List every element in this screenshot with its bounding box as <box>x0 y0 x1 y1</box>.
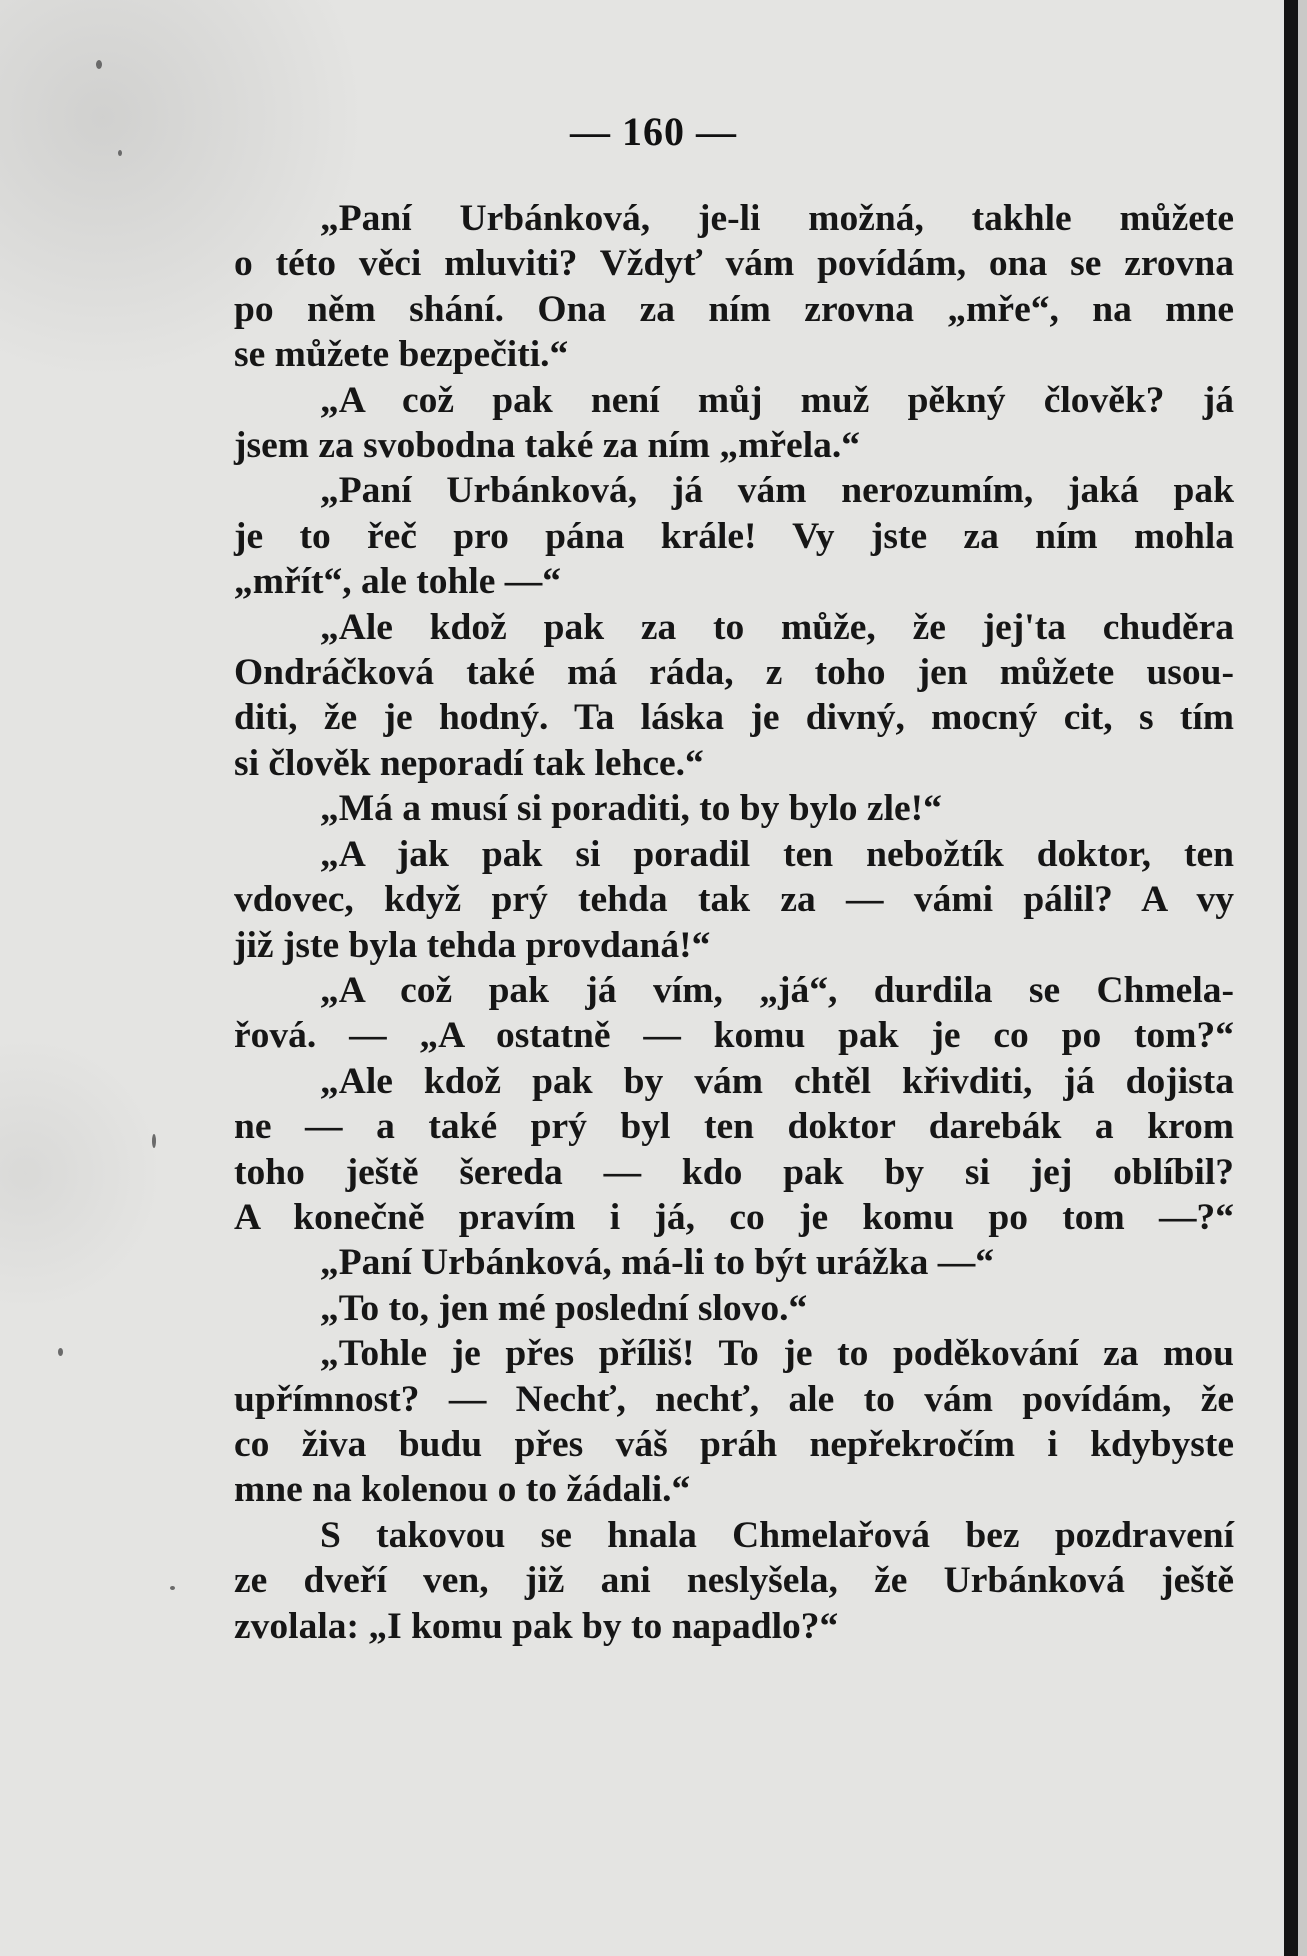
paper-speck <box>152 1134 156 1148</box>
text-line: si člověk neporadí tak lehce.“ <box>234 742 704 784</box>
text-line: „Ale kdož pak za to může, že jej'ta chuděra <box>320 606 1234 648</box>
page-edge-next <box>1298 0 1307 1956</box>
text-line: vdovec, když prý tehda tak za — vámi pálil? A vy <box>234 879 1234 921</box>
text-line: „Paní Urbánková, já vám nerozumím, jaká pak <box>320 470 1234 512</box>
text-line: se můžete bezpečiti.“ <box>234 334 569 376</box>
paper-speck <box>96 60 102 69</box>
text-line: po něm shání. Ona za ním zrovna „mře“, na mne <box>234 288 1234 330</box>
text-line: „mřít“, ale tohle —“ <box>234 561 562 603</box>
text-line: řová. — „A ostatně — komu pak je co po tom?“ <box>234 1015 1234 1057</box>
text-line: již jste byla tehda provdaná!“ <box>234 924 711 966</box>
text-line: co živa budu přes váš práh nepřekročím i kdybyste <box>234 1423 1234 1465</box>
text-line: „Ale kdož pak by vám chtěl křivditi, já dojista <box>320 1060 1234 1102</box>
text-line: „A což pak já vím, „já“, durdila se Chmela- <box>320 969 1234 1011</box>
text-line: „Paní Urbánková, je-li možná, takhle můžete <box>320 198 1234 239</box>
paper-speck <box>58 1348 63 1356</box>
text-line: „Tohle je přes příliš! To je to poděkování za mou <box>320 1333 1234 1375</box>
body-text <box>234 196 1234 1649</box>
text-line: „Má a musí si poraditi, to by bylo zle!“ <box>320 788 942 830</box>
text-line: o této věci mluviti? Vždyť vám povídám, ona se zrovna <box>234 243 1234 285</box>
text-line: „A což pak není můj muž pěkný člověk? já <box>320 379 1234 421</box>
paper-speck <box>170 1586 175 1590</box>
text-line: zvolala: „I komu pak by to napadlo?“ <box>234 1605 839 1647</box>
text-line: „Paní Urbánková, má-li to být urážka —“ <box>320 1242 994 1284</box>
text-line: toho ještě šereda — kdo pak by si jej oblíbil? <box>234 1151 1234 1193</box>
text-line: diti, že je hodný. Ta láska je divný, mocný cit, s tím <box>234 697 1234 739</box>
text-line: A konečně pravím i já, co je komu po tom —?“ <box>234 1196 1234 1238</box>
text-line: upřímnost? — Nechť, nechť, ale to vám povídám, že <box>234 1378 1234 1420</box>
text-line: S takovou se hnala Chmelařová bez pozdravení <box>320 1514 1234 1556</box>
text-line: je to řeč pro pána krále! Vy jste za ním mohla <box>234 515 1234 557</box>
paper-speck <box>118 150 122 156</box>
page-number: — 160 — <box>570 109 737 154</box>
text-line: „A jak pak si poradil ten nebožtík doktor, ten <box>320 833 1234 875</box>
text-line: ze dveří ven, již ani neslyšela, že Urbánková ještě <box>234 1560 1234 1602</box>
text-line: mne na kolenou o to žádali.“ <box>234 1469 691 1511</box>
text-line: jsem za svobodna také za ním „mřela.“ <box>234 425 860 467</box>
text-line: „To to, jen mé poslední slovo.“ <box>320 1287 808 1329</box>
text-line: Ondráčková také má ráda, z toho jen můžete usou- <box>234 652 1234 694</box>
text-line: ne — a také prý byl ten doktor darebák a krom <box>234 1106 1234 1148</box>
